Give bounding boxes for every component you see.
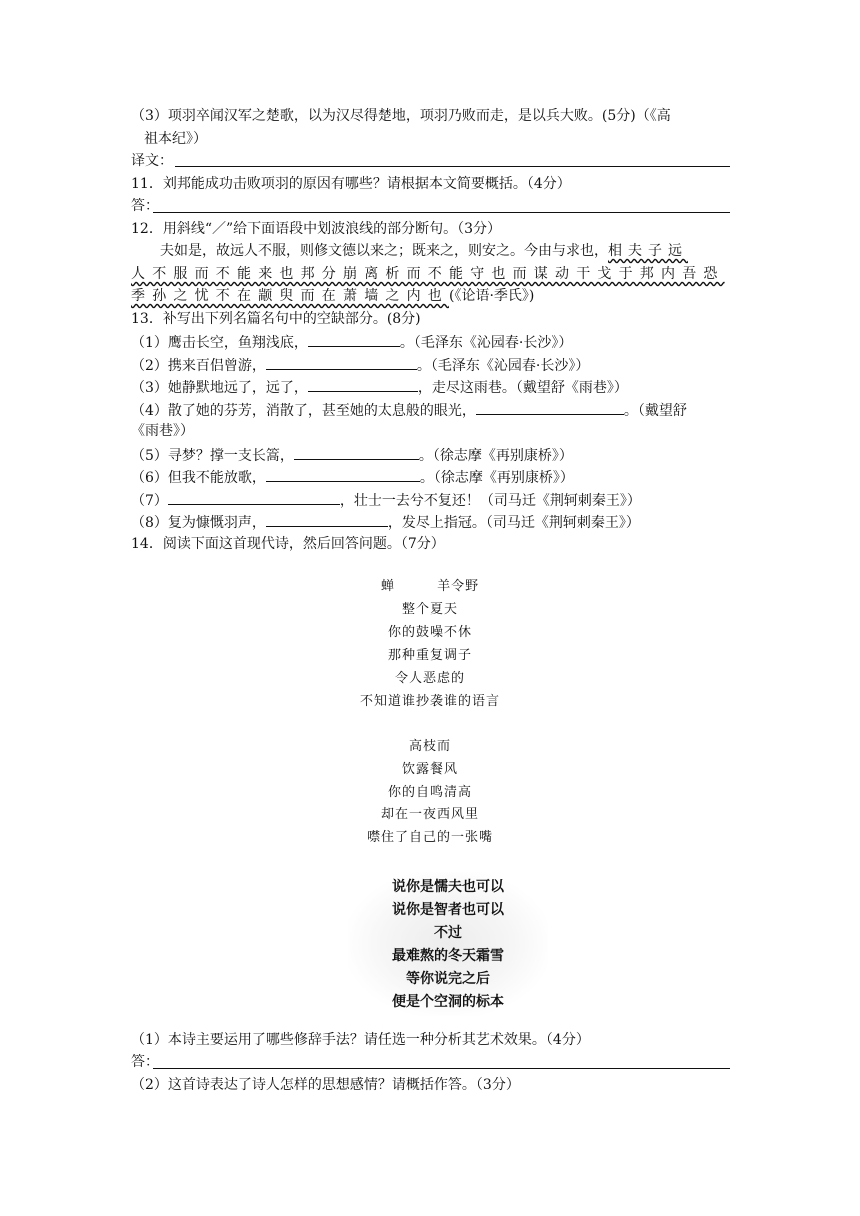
q13-item-prefix: （5）寻梦？撑一支长篙， [131, 448, 294, 464]
q14-sub1-question: （1）本诗主要运用了哪些修辞手法？请任选一种分析其艺术效果。（4分） [131, 1032, 590, 1048]
q11-answer-label: 答： [131, 198, 159, 214]
q13-item-suffix: 。（徐志摩《再别康桥》） [418, 448, 573, 464]
q12-wavy-text: 人不服而不能来也邦分崩离析而不能守也而谋动干戈于邦内吾恐 [131, 266, 725, 282]
q13-item-suffix: 。（毛泽东《沁园春·长沙》） [416, 358, 590, 374]
poem-line: 整个夏天 [401, 602, 458, 617]
q12-wavy-text: 相夫子远 [608, 243, 688, 259]
poem-line: 你的鼓噪不休 [387, 625, 472, 640]
q13-item [131, 331, 572, 353]
q10-answer-label: 译文： [131, 153, 173, 169]
q13-blank[interactable] [266, 511, 388, 527]
q14-sub1-answer-line[interactable] [153, 1068, 730, 1069]
q12-passage-plain: 夫如是，故远人不服，则修文德以来之；既来之，则安之。今由与求也， [160, 243, 608, 259]
poem-line: 噤住了自己的一张嘴 [366, 830, 493, 845]
poem-line: 最难熬的冬天霜雪 [392, 948, 504, 964]
poem-line: 那种重复调子 [387, 648, 472, 663]
poem-title-line [0, 578, 860, 596]
q12-source: (《论语·季氏》) [449, 288, 535, 304]
q11-answer-line[interactable] [153, 212, 730, 213]
q13-item-suffix: ，发尽上指冠。（司马迁《荆轲刺秦王》） [387, 515, 640, 531]
poem-line: 你的自鸣清高 [387, 785, 472, 800]
poem-line: 令人恶虑的 [394, 671, 465, 686]
q13-item-prefix: （6）但我不能放歌， [131, 470, 266, 486]
poem-line: 却在一夜西风里 [380, 807, 479, 822]
q12-passage-line1 [160, 241, 688, 261]
q13-item-prefix: （1）鹰击长空，鱼翔浅底， [131, 335, 308, 351]
poem-line: 说你是智者也可以 [392, 902, 504, 918]
q13-blank[interactable] [266, 354, 417, 370]
q13-item-suffix: 。（戴望舒 [623, 403, 687, 419]
q13-blank[interactable] [168, 489, 340, 505]
poem-stanza3-scan [348, 872, 548, 1016]
poem-line: 说你是懦夫也可以 [392, 879, 504, 895]
q13-item [131, 444, 573, 466]
poem-author: 羊令野 [437, 579, 480, 594]
q13-item-suffix: 。（毛泽东《沁园春·长沙》） [399, 335, 573, 351]
q11-question: 11．刘邦能成功击败项羽的原因有哪些？请根据本文简要概括。（4分） [131, 176, 571, 192]
q12-wavy-text: 季孙之忧不在颛臾而在萧墙之内也 [131, 288, 449, 304]
q13-item-cont: 《雨巷》） [131, 423, 194, 439]
poem-line: 不过 [434, 925, 462, 941]
poem-line: 等你说完之后 [406, 971, 490, 987]
q13-item [131, 511, 640, 533]
q13-question: 13．补写出下列名篇名句中的空缺部分。(8分) [131, 311, 421, 327]
q10-3-line2: 祖本纪》） [144, 131, 207, 147]
q13-item-suffix: ，壮士一去兮不复还！（司马迁《荆轲刺秦王》） [339, 493, 641, 509]
q13-item [131, 399, 687, 421]
q13-item-prefix: （7） [131, 493, 168, 509]
q13-blank[interactable] [308, 376, 418, 392]
q14-sub1-answer-label: 答： [131, 1054, 159, 1070]
q14-sub2-question: （2）这首诗表达了诗人怎样的思想感情？请概括作答。（3分） [131, 1077, 520, 1093]
q13-item [131, 354, 589, 376]
q13-item-suffix: ，走尽这雨巷。（戴望舒《雨巷》） [417, 380, 628, 396]
q13-blank[interactable] [308, 331, 400, 347]
q13-item [131, 376, 628, 398]
q10-answer-line[interactable] [175, 166, 730, 167]
q10-3-line1: （3）项羽卒闻汉军之楚歌，以为汉尽得楚地，项羽乃败而走，是以兵大败。(5分)（《高 [131, 108, 671, 124]
q12-passage-line2 [131, 264, 725, 284]
poem-line: 不知道谁抄袭谁的语言 [359, 694, 500, 709]
q13-item-prefix: （4）散了她的芬芳，消散了，甚至她的太息般的眼光， [131, 403, 476, 419]
q12-passage-line3 [131, 286, 534, 306]
poem-line: 高枝而 [408, 739, 451, 754]
q13-blank[interactable] [476, 399, 624, 415]
poem-line: 便是个空洞的标本 [392, 994, 504, 1010]
q13-item-prefix: （2）携来百侣曾游， [131, 358, 266, 374]
q13-blank[interactable] [294, 444, 419, 460]
poem-line: 饮露餐风 [401, 762, 458, 777]
q13-item-prefix: （3）她静默地远了，远了， [131, 380, 308, 396]
q13-item [131, 489, 641, 511]
q13-item [131, 466, 574, 488]
q13-item-suffix: 。（徐志摩《再别康桥》） [419, 470, 574, 486]
q13-item-prefix: （8）复为慷慨羽声， [131, 515, 266, 531]
q13-blank[interactable] [266, 466, 420, 482]
q14-question: 14．阅读下面这首现代诗，然后回答问题。（7分） [131, 536, 445, 552]
q12-question: 12．用斜线“／”给下面语段中划波浪线的部分断句。（3分） [131, 221, 502, 237]
poem-title: 蝉 [380, 579, 395, 594]
